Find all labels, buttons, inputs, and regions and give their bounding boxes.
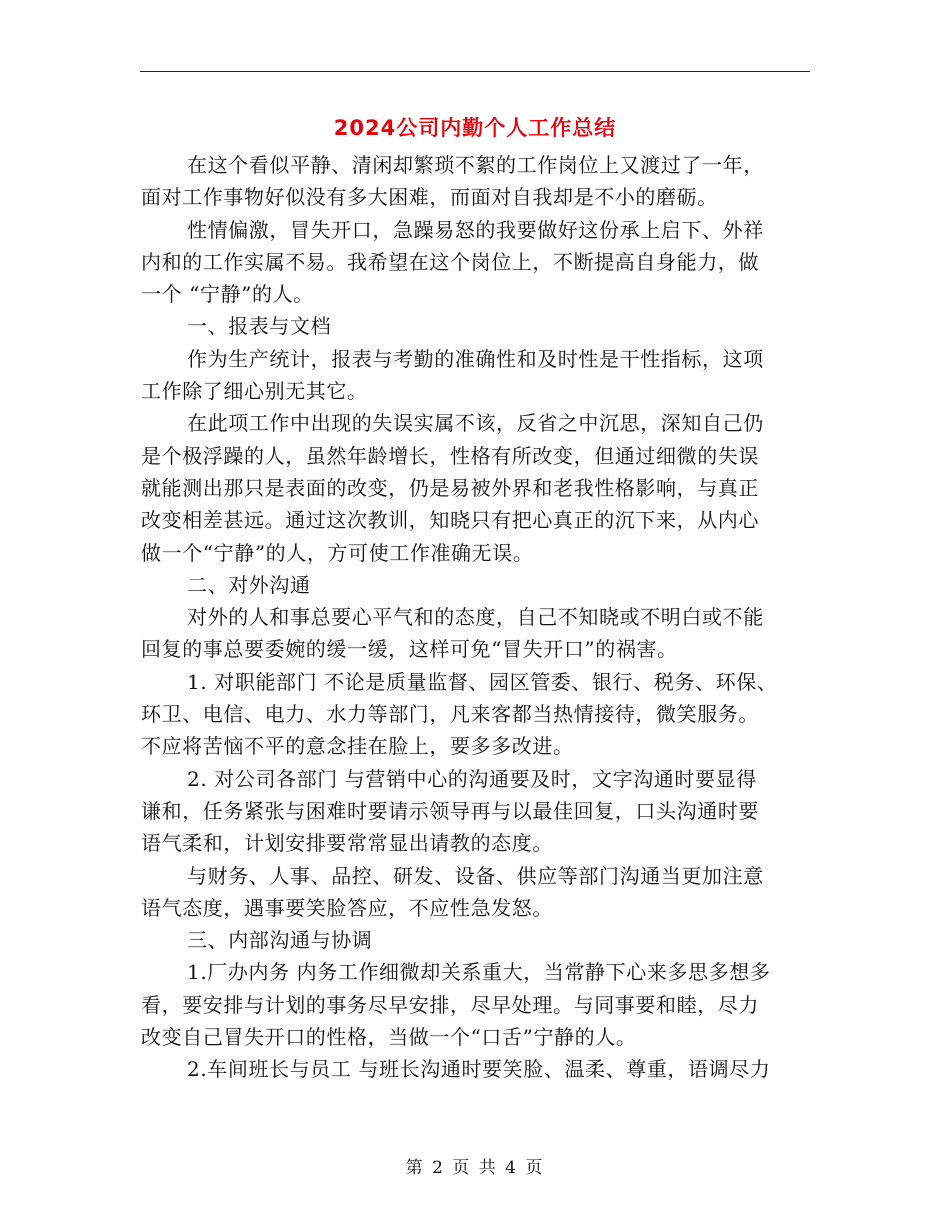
text-line: 一、报表与文档 <box>187 314 332 339</box>
text-line: 不应将苦恼不平的意念挂在脸上，要多多改进。 <box>141 734 574 759</box>
text-line: 对外的人和事总要心平气和的态度，自己不知晓或不明白或不能 <box>187 605 764 630</box>
text-line: 改变相差甚远。通过这次教训，知晓只有把心真正的沉下来，从内心 <box>141 508 759 533</box>
header-rule <box>140 71 810 72</box>
text-line: 与财务、人事、品控、研发、设备、供应等部门沟通当更加注意 <box>187 863 764 888</box>
text-line: 内和的工作实属不易。我希望在这个岗位上，不断提高自身能力，做 <box>141 249 759 274</box>
text-line: 1. 对职能部门 不论是质量监督、园区管委、银行、税务、环保、 <box>187 669 778 694</box>
text-line: 回复的事总要委婉的缓一缓，这样可免“冒失开口”的祸害。 <box>141 637 678 662</box>
text-line: 在此项工作中出现的失误实属不该，反省之中沉思，深知自己仍 <box>187 411 764 436</box>
text-line: 改变自己冒失开口的性格，当做一个“口舌”宁静的人。 <box>141 1025 637 1050</box>
text-line: 三、内部沟通与协调 <box>187 928 373 953</box>
text-line: 做一个“宁静”的人，方可使工作准确无误。 <box>141 540 534 565</box>
text-line: 语气柔和，计划安排要常常显出请教的态度。 <box>141 831 553 856</box>
text-line: 1.厂办内务 内务工作细微却关系重大，当常静下心来多思多想多 <box>187 960 771 985</box>
text-line: 是个极浮躁的人，虽然年龄增长，性格有所改变，但通过细微的失误 <box>141 443 759 468</box>
document-body <box>141 149 821 1086</box>
text-line: 2. 对公司各部门 与营销中心的沟通要及时，文字沟通时要显得 <box>187 766 757 791</box>
document-title: 2024公司内勤个人工作总结 <box>333 116 617 140</box>
text-line: 性情偏激，冒失开口，急躁易怒的我要做好这份承上启下、外祥 <box>187 217 764 242</box>
text-line: 作为生产统计，报表与考勤的准确性和及时性是干性指标，这项 <box>187 346 764 371</box>
text-line: 二、对外沟通 <box>187 572 311 597</box>
page-footer: 第 2 页 共 4 页 <box>405 1158 545 1178</box>
text-line: 在这个看似平静、清闲却繁琐不絮的工作岗位上又渡过了一年， <box>187 153 764 177</box>
text-line: 2.车间班长与员工 与班长沟通时要笑脸、温柔、尊重，语调尽力 <box>187 1057 771 1082</box>
text-line: 工作除了细心别无其它。 <box>141 379 368 404</box>
text-line: 语气态度，遇事要笑脸答应，不应性急发怒。 <box>141 895 553 920</box>
text-line: 一个 “宁静”的人。 <box>141 282 314 307</box>
text-line: 环卫、电信、电力、水力等部门，凡来客都当热情接待，微笑服务。 <box>141 702 759 727</box>
text-line: 就能测出那只是表面的改变，仍是易被外界和老我性格影响，与真正 <box>141 475 759 500</box>
text-line: 面对工作事物好似没有多大困难，而面对自我却是不小的磨砺。 <box>141 185 718 210</box>
text-line: 看，要安排与计划的事务尽早安排，尽早处理。与同事要和睦，尽力 <box>141 992 759 1017</box>
text-line: 谦和，任务紧张与困难时要请示领导再与以最佳回复，口头沟通时要 <box>141 798 759 823</box>
